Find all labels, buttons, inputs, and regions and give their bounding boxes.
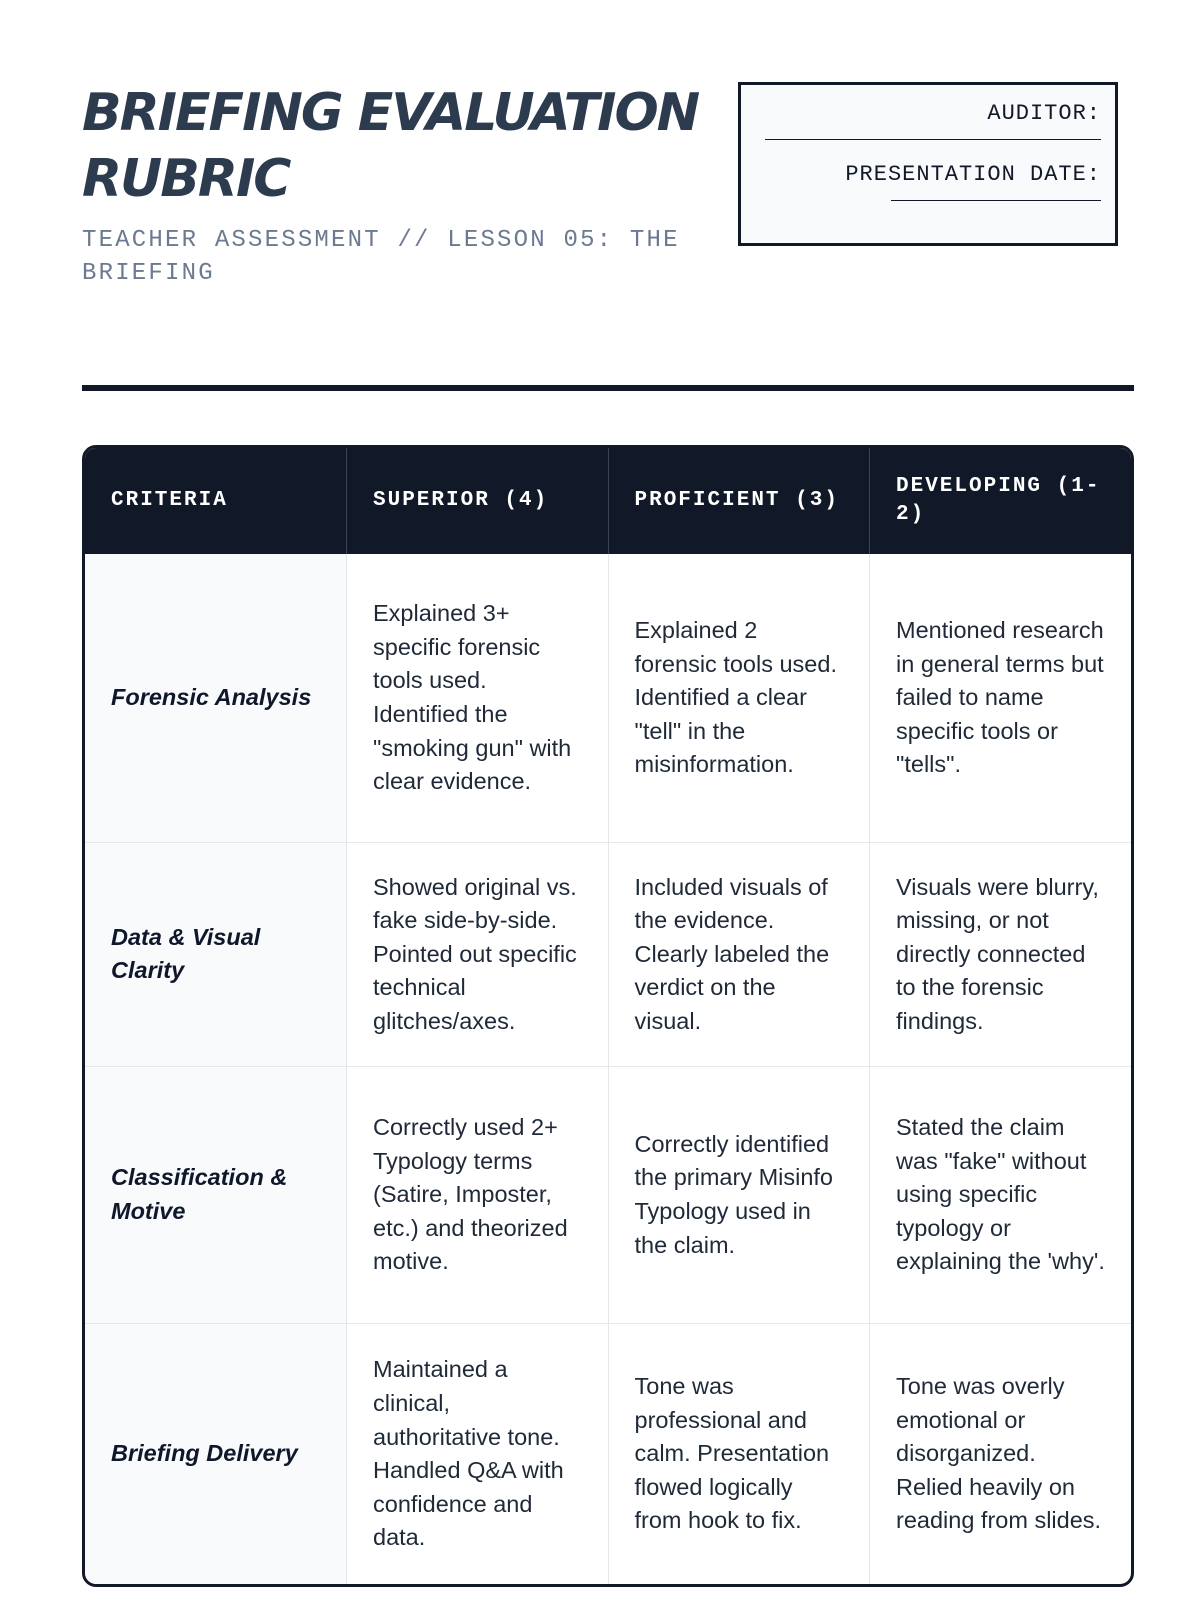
presentation-date-label: PRESENTATION DATE: (845, 162, 1101, 187)
developing-cell: Mentioned research in general terms but failed to name specific tools or "tells". (870, 554, 1132, 843)
superior-cell: Explained 3+ specific forensic tools used. Identified the "smoking gun" with clear evidence. (347, 554, 609, 843)
table-row (85, 843, 1131, 1067)
table-row (85, 1324, 1131, 1584)
page-title-line-2: RUBRIC (82, 149, 290, 209)
developing-cell: Stated the claim was "fake" without using specific typology or explaining the 'why'. (870, 1066, 1132, 1323)
table-row (85, 554, 1131, 843)
proficient-cell: Included visuals of the evidence. Clearly labeled the verdict on the visual. (608, 843, 870, 1067)
auditor-info-box (738, 82, 1118, 246)
page-subtitle: TEACHER ASSESSMENT // LESSON 05: THE BRIEFING (82, 227, 680, 287)
column-header-criteria: CRITERIA (85, 448, 347, 554)
table-row (85, 1066, 1131, 1323)
presentation-date-line[interactable] (891, 200, 1101, 201)
proficient-cell: Explained 2 forensic tools used. Identified a clear "tell" in the misinformation. (608, 554, 870, 843)
page-title (82, 80, 742, 212)
proficient-cell: Correctly identified the primary Misinfo Typology used in the claim. (608, 1066, 870, 1323)
superior-cell: Maintained a clinical, authoritative tone. Handled Q&A with confidence and data. (347, 1324, 609, 1584)
auditor-signature-line[interactable] (765, 139, 1101, 140)
title-block (82, 80, 742, 290)
criteria-cell: Data & Visual Clarity (85, 843, 347, 1067)
rubric-table (82, 445, 1134, 1587)
auditor-label: AUDITOR: (987, 101, 1101, 126)
criteria-cell: Forensic Analysis (85, 554, 347, 843)
page-header (82, 80, 1134, 300)
table-header-row (85, 448, 1131, 554)
criteria-cell: Briefing Delivery (85, 1324, 347, 1584)
column-header-developing: DEVELOPING (1-2) (870, 448, 1132, 554)
header-divider (82, 385, 1134, 391)
page-title-line-1: BRIEFING EVALUATION (82, 83, 699, 143)
developing-cell: Tone was overly emotional or disorganized. Relied heavily on reading from slides. (896, 1373, 1102, 1534)
criteria-cell: Classification & Motive (85, 1066, 347, 1323)
superior-cell: Correctly used 2+ Typology terms (Satire, Imposter, etc.) and theorized motive. (347, 1066, 609, 1323)
developing-cell: Visuals were blurry, missing, or not directly connected to the forensic findings. (870, 843, 1132, 1067)
proficient-cell: Tone was professional and calm. Presentation flowed logically from hook to fix. (608, 1324, 870, 1584)
column-header-superior: SUPERIOR (4) (347, 448, 609, 554)
column-header-proficient: PROFICIENT (3) (608, 448, 870, 554)
superior-cell: Showed original vs. fake side-by-side. Pointed out specific technical glitches/axes. (347, 843, 609, 1067)
